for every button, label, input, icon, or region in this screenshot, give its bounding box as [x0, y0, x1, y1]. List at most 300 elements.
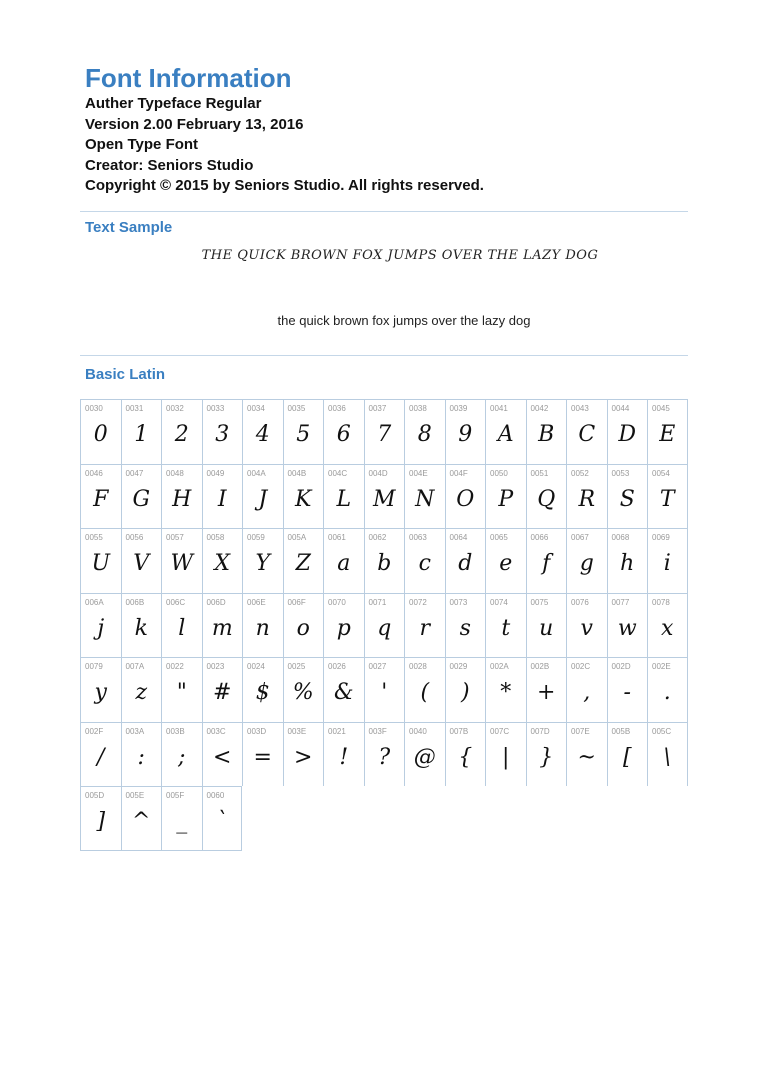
glyph-code: 0062 [368, 533, 387, 542]
glyph-cell [647, 593, 688, 658]
glyph-row [80, 399, 688, 464]
glyph-code: 006A [85, 597, 104, 607]
glyph-char: W [170, 551, 194, 576]
glyph-cell [283, 722, 324, 787]
glyph-cell [445, 528, 486, 593]
glyph-char: > [294, 744, 313, 770]
glyph-cell [202, 657, 243, 722]
glyph-code: 0078 [652, 597, 670, 607]
glyph-code: 0030 [85, 404, 103, 413]
glyph-code: 006C [166, 597, 186, 607]
glyph-char: L [336, 486, 352, 512]
glyph-cell [161, 722, 202, 787]
glyph-code: 002D [611, 662, 631, 671]
glyph-code: 0061 [328, 533, 346, 542]
glyph-code: 005F [166, 791, 185, 800]
glyph-char: } [539, 744, 554, 770]
glyph-char: S [619, 486, 635, 512]
glyph-cell [445, 399, 486, 464]
glyph-code: 004F [449, 468, 468, 478]
glyph-cell [364, 464, 405, 529]
glyph-code: 002C [571, 662, 591, 671]
glyph-code: 0031 [125, 404, 144, 413]
glyph-row [80, 786, 688, 851]
glyph-code: 0073 [449, 597, 468, 607]
glyph-code: 003D [247, 726, 267, 736]
glyph-cell [404, 593, 445, 658]
glyph-char: ( [420, 680, 430, 705]
glyph-cell [80, 399, 121, 464]
glyph-cell [404, 528, 445, 593]
glyph-char: Z [295, 551, 311, 576]
glyph-char: ' [381, 680, 388, 705]
glyph-char: Y [255, 551, 271, 576]
glyph-cell [607, 399, 648, 464]
glyph-char: c [418, 551, 431, 576]
glyph-char: u [539, 615, 554, 641]
glyph-code: 0045 [652, 404, 670, 413]
glyph-code: 004A [247, 468, 266, 478]
glyph-char: ? [378, 744, 391, 770]
glyph-char: p [336, 615, 351, 641]
glyph-code: 0034 [247, 404, 265, 413]
font-creator: Creator: Seniors Studio [85, 156, 254, 174]
glyph-char: n [255, 615, 270, 641]
glyph-char: G [132, 486, 151, 512]
glyph-code: 006B [125, 597, 145, 607]
glyph-row [80, 657, 688, 722]
glyph-cell [404, 657, 445, 722]
glyph-code: 007C [490, 726, 510, 736]
glyph-char: T [659, 486, 675, 512]
glyph-code: 004B [287, 468, 307, 478]
glyph-char: = [253, 744, 272, 770]
glyph-code: 0051 [530, 468, 549, 478]
glyph-char: 2 [174, 422, 189, 447]
glyph-cell [607, 722, 648, 787]
glyph-code: 0058 [206, 533, 225, 542]
glyph-char: y [94, 680, 107, 705]
glyph-char: 4 [255, 422, 270, 447]
glyph-char: + [537, 680, 556, 705]
glyph-char: w [617, 615, 637, 641]
glyph-code: 0040 [409, 726, 427, 736]
glyph-char: _ [176, 809, 188, 834]
glyph-code: 0067 [571, 533, 589, 542]
glyph-char: 3 [215, 422, 230, 447]
glyph-cell [607, 464, 648, 529]
glyph-char: f [542, 551, 551, 576]
glyph-char: H [172, 486, 192, 512]
glyph-cell [607, 528, 648, 593]
glyph-char: < [213, 744, 232, 770]
glyph-code: 007A [125, 662, 145, 671]
divider [80, 211, 688, 212]
glyph-cell [445, 593, 486, 658]
glyph-cell [121, 722, 162, 787]
glyph-char: X [214, 551, 231, 576]
glyph-char: ) [460, 680, 470, 705]
glyph-code: 0021 [328, 726, 346, 736]
glyph-code: 004E [409, 468, 428, 478]
glyph-cell [161, 528, 202, 593]
glyph-code: 006D [206, 597, 226, 607]
glyph-cell [647, 722, 688, 787]
glyph-char: q [377, 615, 392, 641]
glyph-code: 0053 [611, 468, 630, 478]
glyph-char: . [663, 680, 671, 705]
glyph-char: - [623, 680, 631, 705]
glyph-cell [80, 786, 121, 851]
glyph-cell [566, 399, 607, 464]
glyph-code: 007B [449, 726, 469, 736]
glyph-char: 9 [458, 422, 473, 447]
glyph-code: 0035 [287, 404, 306, 413]
glyph-char: \ [663, 744, 671, 770]
glyph-char: F [93, 486, 109, 512]
glyph-char: m [211, 615, 233, 641]
glyph-code: 0069 [652, 533, 670, 542]
glyph-char: 0 [93, 422, 108, 447]
divider [80, 355, 688, 356]
glyph-cell [566, 593, 607, 658]
glyph-code: 0050 [490, 468, 508, 478]
glyph-cell [323, 528, 364, 593]
glyph-cell [283, 464, 324, 529]
glyph-code: 005B [611, 726, 631, 736]
glyph-code: 0072 [409, 597, 427, 607]
glyph-cell [566, 464, 607, 529]
glyph-code: 0049 [206, 468, 225, 478]
glyph-char: I [217, 486, 227, 512]
sample-lowercase: the quick brown fox jumps over the lazy dog [277, 313, 531, 328]
glyph-code: 005D [85, 791, 105, 800]
glyph-code: 007D [530, 726, 550, 736]
basic-latin-heading: Basic Latin [85, 366, 166, 383]
glyph-code: 0059 [247, 533, 265, 542]
glyph-cell [242, 464, 283, 529]
glyph-cell [121, 464, 162, 529]
glyph-cell [161, 657, 202, 722]
glyph-code: 0076 [571, 597, 589, 607]
glyph-char: h [620, 551, 635, 576]
glyph-code: 0054 [652, 468, 670, 478]
glyph-cell [364, 593, 405, 658]
glyph-code: 002F [85, 726, 104, 736]
glyph-char: A [497, 422, 514, 447]
glyph-cell [121, 399, 162, 464]
glyph-char: % [292, 680, 314, 705]
glyph-cell [80, 657, 121, 722]
glyph-code: 0041 [490, 404, 508, 413]
glyph-cell [202, 399, 243, 464]
glyph-cell [202, 593, 243, 658]
glyph-code: 0077 [611, 597, 630, 607]
glyph-code: 0074 [490, 597, 508, 607]
glyph-char: x [661, 615, 674, 641]
glyph-char: k [134, 615, 148, 641]
glyph-code: 0029 [449, 662, 468, 671]
glyph-cell [161, 399, 202, 464]
glyph-cell [526, 657, 567, 722]
glyph-code: 0075 [530, 597, 549, 607]
glyph-cell [364, 399, 405, 464]
glyph-char: O [456, 486, 475, 512]
glyph-cell [283, 657, 324, 722]
glyph-cell [364, 657, 405, 722]
glyph-row [80, 464, 688, 529]
glyph-cell [202, 722, 243, 787]
glyph-cell [323, 464, 364, 529]
glyph-cell [161, 786, 202, 851]
glyph-cell [80, 464, 121, 529]
glyph-char: e [499, 551, 513, 576]
glyph-char: K [295, 486, 312, 512]
glyph-cell [404, 722, 445, 787]
glyph-char: | [502, 744, 510, 770]
glyph-cell [404, 399, 445, 464]
glyph-char: D [618, 422, 637, 447]
glyph-char: E [659, 422, 676, 447]
glyph-char: t [501, 615, 511, 641]
glyph-char: B [538, 422, 555, 447]
glyph-char: l [178, 615, 186, 641]
glyph-char: ] [96, 809, 106, 834]
glyph-cell [364, 722, 405, 787]
glyph-cell [161, 464, 202, 529]
glyph-grid [80, 399, 688, 851]
glyph-code: 004D [368, 468, 388, 478]
glyph-code: 0079 [85, 662, 103, 671]
glyph-cell [242, 528, 283, 593]
glyph-cell [161, 593, 202, 658]
glyph-code: 0064 [449, 533, 468, 542]
glyph-code: 0071 [368, 597, 387, 607]
glyph-char: $ [255, 680, 270, 705]
glyph-code: 0060 [206, 791, 225, 800]
glyph-code: 0027 [368, 662, 387, 671]
glyph-cell [647, 399, 688, 464]
glyph-code: 0033 [206, 404, 225, 413]
glyph-code: 002A [490, 662, 509, 671]
glyph-char: J [258, 486, 268, 512]
font-type: Open Type Font [85, 136, 199, 154]
glyph-cell [526, 399, 567, 464]
glyph-char: M [372, 486, 396, 512]
glyph-char: { [458, 744, 473, 770]
glyph-code: 005C [652, 726, 672, 736]
glyph-cell [647, 464, 688, 529]
glyph-cell [121, 657, 162, 722]
glyph-char: @ [413, 744, 436, 770]
glyph-cell [647, 528, 688, 593]
glyph-code: 0042 [530, 404, 549, 413]
glyph-code: 003F [368, 726, 387, 736]
font-info [85, 94, 484, 197]
glyph-cell [80, 722, 121, 787]
glyph-char: : [137, 744, 145, 770]
glyph-char: N [415, 486, 435, 512]
glyph-char: ! [339, 744, 349, 770]
glyph-cell [121, 786, 162, 851]
glyph-char: " [176, 680, 187, 705]
glyph-code: 007E [571, 726, 590, 736]
glyph-code: 0065 [490, 533, 508, 542]
glyph-char: P [498, 486, 514, 512]
glyph-char: 7 [377, 422, 392, 447]
glyph-cell [607, 657, 648, 722]
glyph-char: , [583, 680, 591, 705]
glyph-code: 0057 [166, 533, 184, 542]
page-title: Font Information [85, 63, 292, 93]
glyph-char: & [333, 680, 354, 705]
glyph-cell [485, 528, 526, 593]
glyph-cell [202, 528, 243, 593]
glyph-char: d [458, 551, 473, 576]
glyph-cell [323, 657, 364, 722]
glyph-cell [202, 464, 243, 529]
glyph-cell [526, 528, 567, 593]
glyph-code: 0039 [449, 404, 468, 413]
glyph-code: 0022 [166, 662, 184, 671]
glyph-code: 0037 [368, 404, 387, 413]
glyph-code: 0066 [530, 533, 549, 542]
glyph-char: ~ [577, 744, 596, 770]
glyph-char: Q [537, 486, 556, 512]
text-sample-heading: Text Sample [85, 219, 173, 236]
glyph-char: 8 [417, 422, 432, 447]
glyph-code: 0043 [571, 404, 589, 413]
glyph-char: v [580, 615, 593, 641]
glyph-char: b [377, 551, 392, 576]
glyph-code: 0032 [166, 404, 184, 413]
glyph-code: 0024 [247, 662, 265, 671]
glyph-code: 0038 [409, 404, 427, 413]
glyph-cell [566, 528, 607, 593]
glyph-cell [364, 528, 405, 593]
glyph-code: 0047 [125, 468, 144, 478]
glyph-code: 006E [247, 597, 266, 607]
glyph-code: 003B [166, 726, 185, 736]
glyph-code: 0055 [85, 533, 103, 542]
glyph-code: 0046 [85, 468, 103, 478]
glyph-code: 0063 [409, 533, 427, 542]
glyph-char: a [337, 551, 351, 576]
glyph-code: 003C [206, 726, 226, 736]
glyph-cell [242, 399, 283, 464]
glyph-cell [607, 593, 648, 658]
glyph-char: s [459, 615, 471, 641]
glyph-code: 003E [287, 726, 307, 736]
glyph-cell [566, 722, 607, 787]
font-name: Auther Typeface Regular [85, 95, 262, 112]
glyph-code: 005A [287, 533, 307, 542]
glyph-char: V [133, 551, 150, 576]
glyph-cell [242, 593, 283, 658]
glyph-char: 6 [336, 422, 351, 447]
glyph-cell [202, 786, 243, 851]
glyph-code: 002B [530, 662, 550, 671]
glyph-cell [445, 657, 486, 722]
glyph-cell [485, 722, 526, 787]
glyph-cell [404, 464, 445, 529]
glyph-char: r [419, 615, 431, 641]
glyph-row [80, 528, 688, 593]
glyph-cell [485, 399, 526, 464]
glyph-cell [242, 722, 283, 787]
glyph-char: ` [216, 809, 228, 834]
glyph-code: 0056 [125, 533, 144, 542]
glyph-char: R [578, 486, 596, 512]
glyph-cell [526, 464, 567, 529]
glyph-char: 1 [134, 422, 149, 447]
glyph-char: i [663, 551, 671, 576]
glyph-cell [80, 528, 121, 593]
glyph-code: 0044 [611, 404, 630, 413]
glyph-cell [283, 399, 324, 464]
font-version: Version 2.00 February 13, 2016 [85, 115, 304, 133]
glyph-code: 004C [328, 468, 348, 478]
glyph-cell [80, 593, 121, 658]
glyph-code: 0048 [166, 468, 184, 478]
glyph-code: 006F [287, 597, 306, 607]
glyph-char: / [97, 744, 105, 770]
glyph-char: o [296, 615, 310, 641]
glyph-row [80, 593, 688, 658]
glyph-code: 0028 [409, 662, 427, 671]
glyph-cell [121, 528, 162, 593]
glyph-cell [566, 657, 607, 722]
glyph-cell [121, 593, 162, 658]
glyph-row [80, 722, 688, 787]
glyph-char: g [579, 551, 594, 576]
glyph-code: 0036 [328, 404, 346, 413]
font-copyright: Copyright © 2015 by Seniors Studio. All rights reserved. [85, 177, 484, 195]
glyph-code: 0052 [571, 468, 589, 478]
glyph-code: 0025 [287, 662, 306, 671]
glyph-cell [445, 722, 486, 787]
glyph-cell [526, 593, 567, 658]
glyph-cell [283, 593, 324, 658]
glyph-cell [485, 593, 526, 658]
glyph-char: z [135, 680, 148, 705]
glyph-cell [647, 657, 688, 722]
glyph-char: * [500, 680, 512, 705]
glyph-cell [283, 528, 324, 593]
glyph-code: 003A [125, 726, 145, 736]
glyph-char: ; [178, 744, 186, 770]
glyph-char: U [91, 551, 111, 576]
glyph-char: 5 [296, 422, 311, 447]
glyph-cell [242, 657, 283, 722]
glyph-cell [323, 722, 364, 787]
glyph-cell [485, 657, 526, 722]
glyph-char: ^ [132, 809, 151, 834]
glyph-cell [485, 464, 526, 529]
glyph-code: 002E [652, 662, 671, 671]
glyph-code: 0070 [328, 597, 346, 607]
glyph-cell [323, 593, 364, 658]
glyph-char: j [97, 615, 105, 641]
glyph-cell [526, 722, 567, 787]
glyph-code: 0068 [611, 533, 630, 542]
glyph-code: 005E [125, 791, 145, 800]
sample-uppercase: THE QUICK BROWN FOX JUMPS OVER THE LAZY DOG [201, 248, 599, 263]
glyph-char: [ [622, 744, 632, 770]
glyph-char: # [213, 680, 232, 705]
glyph-char: C [578, 422, 596, 447]
glyph-cell [445, 464, 486, 529]
